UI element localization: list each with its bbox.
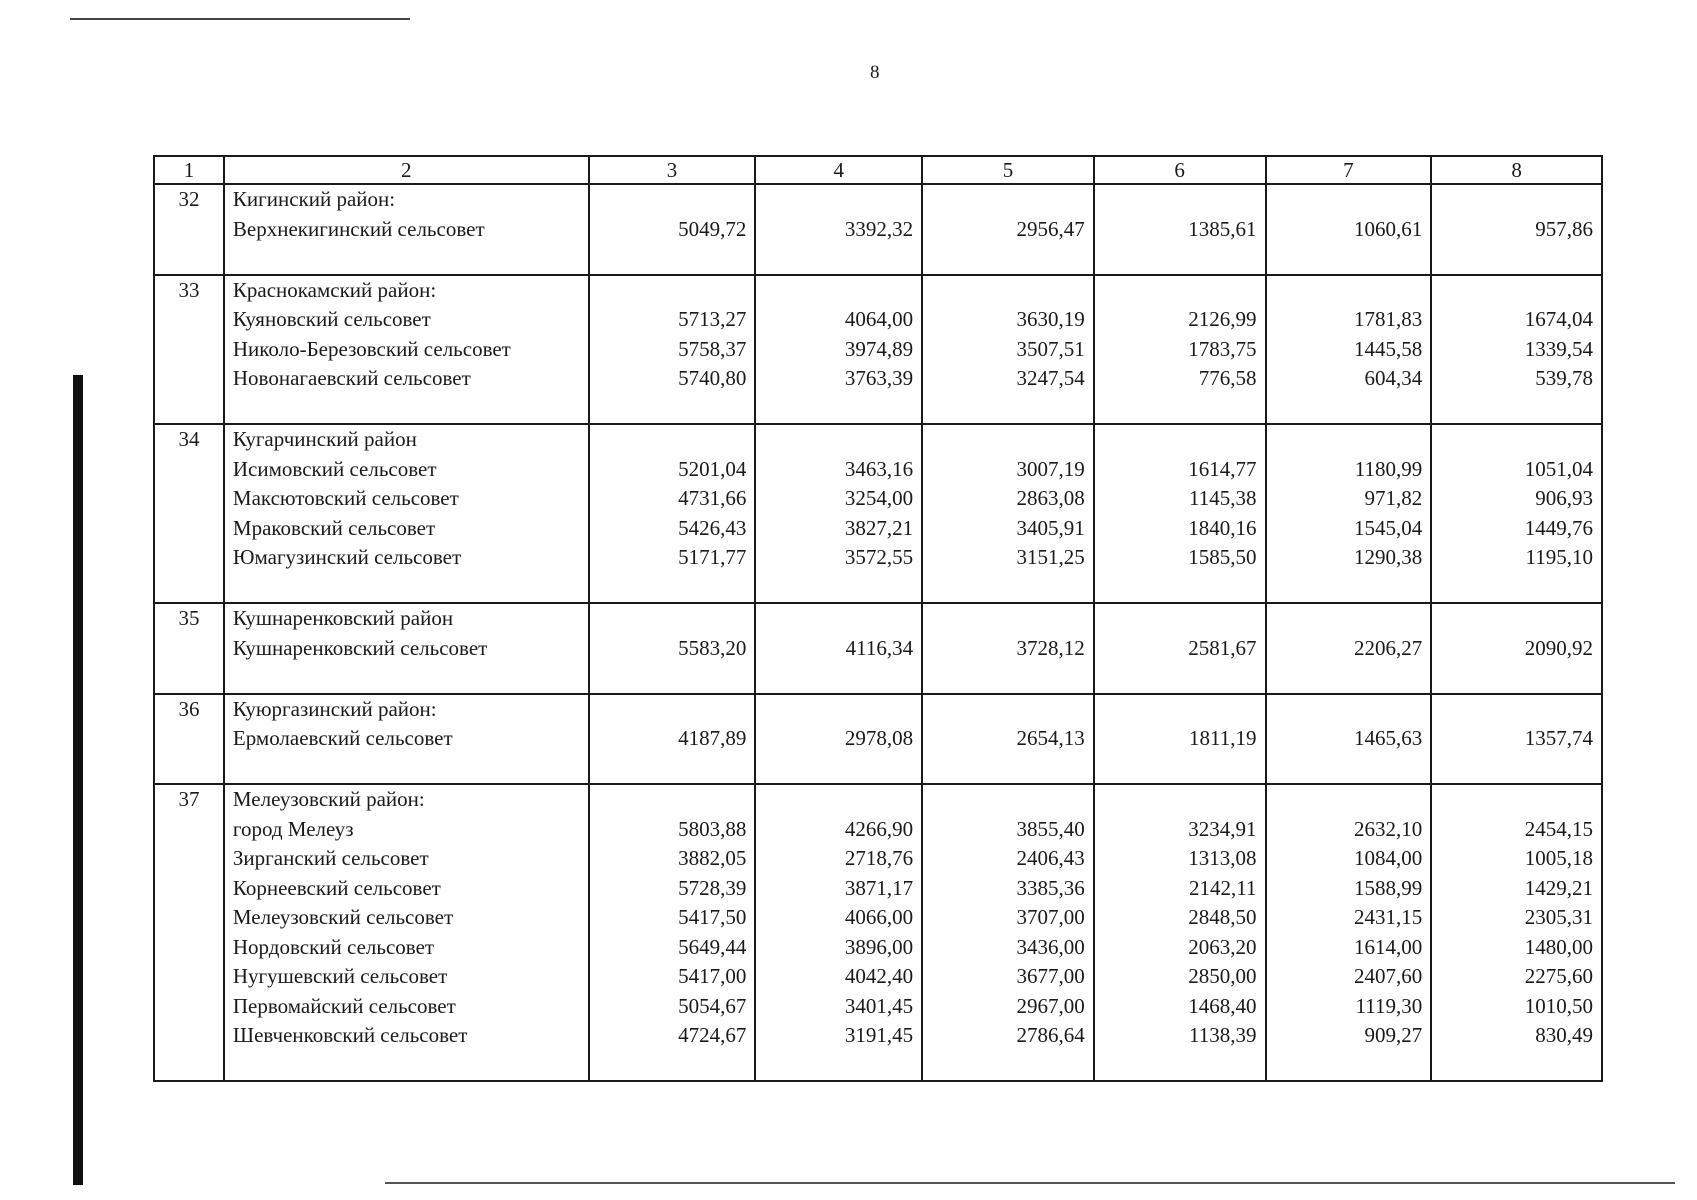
row-number-cell [154,603,224,694]
row-number: 37 [178,787,200,811]
value-cell-col-5 [922,184,1094,275]
value: 1357,74 [1524,726,1593,750]
column-header: 3 [589,156,756,184]
value-cell-col-8 [1431,184,1602,275]
blank-line [598,604,747,634]
value: 3463,16 [844,456,914,481]
value: 3871,17 [844,875,914,900]
blank-line [1275,185,1423,215]
name-cell [224,184,589,275]
blank-line [598,185,747,215]
value: 3707,00 [1016,905,1085,929]
value: 3385,36 [1016,875,1085,900]
value: 3436,00 [1016,934,1085,959]
blank-line [764,695,913,725]
district-name: Краснокамский район: [232,277,437,302]
blank-line [1103,276,1257,306]
district-group-row [154,275,1602,425]
value: 4187,89 [678,726,747,750]
header-row [154,156,1602,184]
blank-line [1103,425,1257,455]
value: 2632,10 [1353,816,1423,841]
settlement-name: Куяновский сельсовет [232,307,431,331]
value: 1119,30 [1355,993,1423,1018]
value-cell-col-7 [1266,784,1432,1081]
value: 1840,16 [1188,515,1257,540]
value: 1811,19 [1189,726,1257,750]
value: 2206,27 [1353,635,1423,660]
value: 2967,00 [1016,993,1085,1018]
value: 5803,88 [678,816,747,841]
blank-line [233,244,580,274]
value: 1588,99 [1353,875,1423,900]
column-header: 2 [224,156,589,184]
blank-line [1275,604,1423,634]
blank-line [764,604,913,634]
value: 5417,50 [678,905,747,929]
settlement-name: Шевченковский сельсовет [232,1023,468,1047]
value: 3507,51 [1016,336,1085,361]
district-name: Кушнаренковский район [232,606,454,630]
blank-line [1103,754,1257,784]
value: 3234,91 [1188,816,1257,841]
value: 5740,80 [678,366,747,390]
blank-line [1275,754,1423,784]
value-cell-col-3 [589,784,756,1081]
row-number: 35 [178,606,200,630]
name-cell [224,424,589,603]
value: 5649,44 [678,934,747,959]
blank-line [598,754,747,784]
row-number-cell [154,184,224,275]
name-cell [224,694,589,785]
row-number-cell [154,694,224,785]
settlement-name: Верхнекигинский сельсовет [232,216,485,241]
value: 1195,10 [1525,545,1593,569]
value: 2431,15 [1353,905,1423,929]
blank-line [1440,785,1593,815]
blank-line [598,276,747,306]
value: 1138,39 [1189,1023,1257,1047]
blank-line [1275,663,1423,693]
blank-line [1103,573,1257,603]
value: 2142,11 [1189,875,1257,900]
value: 5049,72 [678,216,747,241]
value-cell-col-8 [1431,424,1602,603]
blank-line [764,425,913,455]
settlement-name: Нугушевский сельсовет [232,964,448,988]
blank-line [1440,394,1593,424]
value-cell-col-6 [1094,275,1266,425]
settlement-name: Новонагаевский сельсовет [232,366,471,390]
value: 3191,45 [844,1023,914,1047]
settlement-name: Юмагузинский сельсовет [232,545,462,569]
blank-line [598,695,747,725]
blank-line [764,785,913,815]
value: 1060,61 [1353,216,1423,241]
blank-line [233,663,580,693]
blank-line [598,573,747,603]
blank-line [233,573,580,603]
value-cell-col-5 [922,694,1094,785]
blank-line [598,244,747,274]
value: 4064,00 [844,307,914,331]
settlement-name: Корнеевский сельсовет [232,875,441,900]
value-cell-col-7 [1266,275,1432,425]
blank-line [598,425,747,455]
value: 2305,31 [1524,905,1593,929]
value: 5417,00 [678,964,747,988]
blank-line [931,754,1085,784]
value-cell-col-7 [1266,603,1432,694]
blank-line [1103,695,1257,725]
value-cell-col-3 [589,694,756,785]
value: 1468,40 [1188,993,1257,1018]
value: 2407,60 [1353,964,1423,988]
value: 1005,18 [1524,846,1593,870]
row-number-cell [154,275,224,425]
value-cell-col-5 [922,424,1094,603]
blank-line [598,394,747,424]
column-header: 5 [922,156,1094,184]
value: 3896,00 [844,934,914,959]
value: 3882,05 [678,846,747,870]
value: 5583,20 [678,635,747,660]
value-cell-col-4 [755,603,922,694]
value: 3007,19 [1016,456,1085,481]
column-header: 4 [755,156,922,184]
value-cell-col-5 [922,275,1094,425]
blank-line [1103,244,1257,274]
page-number: 8 [870,62,880,83]
value-cell-col-4 [755,424,922,603]
blank-line [764,244,913,274]
value: 4724,67 [678,1023,747,1047]
value: 5171,77 [678,545,747,569]
district-group-row [154,694,1602,785]
scan-edge-line-bottom [385,1182,1675,1184]
value: 3728,12 [1016,635,1085,660]
value-cell-col-5 [922,603,1094,694]
value: 2978,08 [844,726,914,750]
value: 4066,00 [844,905,914,929]
district-name: Мелеузовский район: [232,787,425,811]
row-number: 36 [178,696,200,721]
value: 2063,20 [1188,934,1257,959]
row-number: 32 [178,187,200,211]
value: 3254,00 [844,486,914,510]
value: 2090,92 [1524,635,1593,660]
value-cell-col-6 [1094,694,1266,785]
value-cell-col-4 [755,694,922,785]
settlement-name: Кушнаренковский сельсовет [232,635,488,660]
settlement-name: город Мелеуз [232,816,354,841]
column-header: 1 [154,156,224,184]
blank-line [1103,394,1257,424]
value: 2581,67 [1188,635,1257,660]
value: 5713,27 [678,307,747,331]
value: 830,49 [1535,1023,1593,1047]
value: 1465,63 [1353,726,1423,750]
blank-line [1275,394,1423,424]
value: 1445,58 [1353,336,1423,361]
value: 1290,38 [1353,545,1423,569]
value-cell-col-8 [1431,603,1602,694]
value: 1585,50 [1188,545,1257,569]
row-number-cell [154,424,224,603]
value: 1674,04 [1524,307,1593,331]
value: 2654,13 [1016,726,1085,750]
value-cell-col-6 [1094,784,1266,1081]
blank-line [764,185,913,215]
value: 776,58 [1198,366,1257,390]
value-cell-col-3 [589,603,756,694]
district-name: Куюргазинский район: [232,696,437,721]
blank-line [764,573,913,603]
blank-line [1440,1051,1593,1081]
blank-line [1275,244,1423,274]
column-header: 8 [1431,156,1602,184]
value: 2275,60 [1524,964,1593,988]
district-group-row [154,784,1602,1081]
value-cell-col-3 [589,184,756,275]
value: 1339,54 [1524,336,1593,361]
value: 1385,61 [1188,216,1257,241]
blank-line [1440,695,1593,725]
value: 5426,43 [678,515,747,540]
value: 1145,38 [1189,486,1257,510]
value: 2454,15 [1524,816,1593,841]
value: 971,82 [1364,486,1423,510]
blank-line [931,1051,1085,1081]
blank-line [1103,1051,1257,1081]
blank-line [764,754,913,784]
value: 3855,40 [1016,816,1085,841]
value-cell-col-3 [589,424,756,603]
value: 1480,00 [1524,934,1593,959]
value-cell-col-7 [1266,694,1432,785]
value: 3151,25 [1016,545,1085,569]
blank-line [1440,185,1593,215]
district-name: Кигинский район: [232,187,396,211]
name-cell [224,275,589,425]
settlement-name: Максютовский сельсовет [232,486,459,510]
settlement-name: Первомайский сельсовет [232,993,456,1018]
blank-line [233,394,580,424]
district-name: Кугарчинский район [232,427,417,451]
value: 2863,08 [1016,486,1085,510]
value: 1783,75 [1188,336,1257,361]
value: 1180,99 [1354,456,1423,481]
settlement-name: Нордовский сельсовет [232,934,435,959]
value: 3405,91 [1016,515,1085,540]
scan-edge-bar-left [73,375,83,1185]
value: 1051,04 [1524,456,1593,481]
value-cell-col-8 [1431,275,1602,425]
blank-line [1275,425,1423,455]
row-number-cell [154,784,224,1081]
blank-line [931,276,1085,306]
value: 1449,76 [1524,515,1593,540]
blank-line [931,425,1085,455]
value-cell-col-4 [755,275,922,425]
district-group-row [154,603,1602,694]
blank-line [1440,425,1593,455]
district-group-row [154,184,1602,275]
value: 1429,21 [1524,875,1593,900]
settlement-name: Мраковский сельсовет [232,515,436,540]
blank-line [1440,604,1593,634]
blank-line [1440,244,1593,274]
settlement-name: Исимовский сельсовет [232,456,437,481]
blank-line [1440,573,1593,603]
value: 1545,04 [1353,515,1423,540]
value: 2850,00 [1188,964,1257,988]
scan-edge-line-top [70,18,410,20]
value: 2956,47 [1016,216,1085,241]
value-cell-col-3 [589,275,756,425]
value: 2406,43 [1016,846,1085,870]
blank-line [931,785,1085,815]
blank-line [233,754,580,784]
blank-line [1103,785,1257,815]
value: 5201,04 [678,456,747,481]
value-cell-col-6 [1094,184,1266,275]
column-header: 6 [1094,156,1266,184]
value: 1010,50 [1524,993,1593,1018]
value-cell-col-4 [755,784,922,1081]
blank-line [598,1051,747,1081]
value: 909,27 [1364,1023,1423,1047]
value: 3974,89 [844,336,914,361]
blank-line [1103,663,1257,693]
name-cell [224,784,589,1081]
value: 3630,19 [1016,307,1085,331]
blank-line [1440,276,1593,306]
blank-line [1103,604,1257,634]
blank-line [931,394,1085,424]
value-cell-col-6 [1094,603,1266,694]
value-cell-col-7 [1266,424,1432,603]
blank-line [233,1051,580,1081]
blank-line [931,604,1085,634]
blank-line [1275,573,1423,603]
settlement-name: Зирганский сельсовет [232,846,429,870]
value: 1614,77 [1188,456,1257,481]
value: 1781,83 [1353,307,1423,331]
value: 604,34 [1364,366,1423,390]
blank-line [931,663,1085,693]
value: 5728,39 [678,875,747,900]
blank-line [1103,185,1257,215]
value-cell-col-8 [1431,694,1602,785]
value: 3677,00 [1016,964,1085,988]
blank-line [598,785,747,815]
blank-line [931,573,1085,603]
value-cell-col-8 [1431,784,1602,1081]
value: 1614,00 [1353,934,1423,959]
value: 2126,99 [1188,307,1257,331]
value: 3247,54 [1016,366,1085,390]
value: 3401,45 [844,993,914,1018]
value-cell-col-5 [922,784,1094,1081]
value-cell-col-7 [1266,184,1432,275]
value: 539,78 [1535,366,1593,390]
row-number: 33 [178,277,200,302]
column-header: 7 [1266,156,1432,184]
blank-line [1275,695,1423,725]
value: 3763,39 [844,366,914,390]
blank-line [764,276,913,306]
blank-line [764,394,913,424]
value: 1084,00 [1353,846,1423,870]
value: 957,86 [1535,216,1593,241]
name-cell [224,603,589,694]
value: 5054,67 [678,993,747,1018]
blank-line [1275,1051,1423,1081]
value: 4042,40 [844,964,914,988]
blank-line [1275,785,1423,815]
blank-line [598,663,747,693]
settlement-name: Николо-Березовский сельсовет [232,336,511,361]
settlement-name: Ермолаевский сельсовет [232,726,453,750]
value-cell-col-4 [755,184,922,275]
value: 906,93 [1535,486,1593,510]
blank-line [931,695,1085,725]
value: 3572,55 [844,545,914,569]
value: 5758,37 [678,336,747,361]
value: 2786,64 [1016,1023,1085,1047]
blank-line [931,244,1085,274]
blank-line [1275,276,1423,306]
value: 2848,50 [1188,905,1257,929]
blank-line [931,185,1085,215]
value: 4266,90 [844,816,914,841]
blank-line [764,663,913,693]
data-table [153,155,1603,1082]
value: 4731,66 [678,486,747,510]
value: 4116,34 [845,635,914,660]
blank-line [764,1051,913,1081]
row-number: 34 [178,427,200,451]
value: 2718,76 [844,846,914,870]
blank-line [1440,663,1593,693]
value-cell-col-6 [1094,424,1266,603]
value: 3827,21 [844,515,914,540]
district-group-row [154,424,1602,603]
settlement-name: Мелеузовский сельсовет [232,905,454,929]
value: 1313,08 [1188,846,1257,870]
blank-line [1440,754,1593,784]
value: 3392,32 [844,216,914,241]
